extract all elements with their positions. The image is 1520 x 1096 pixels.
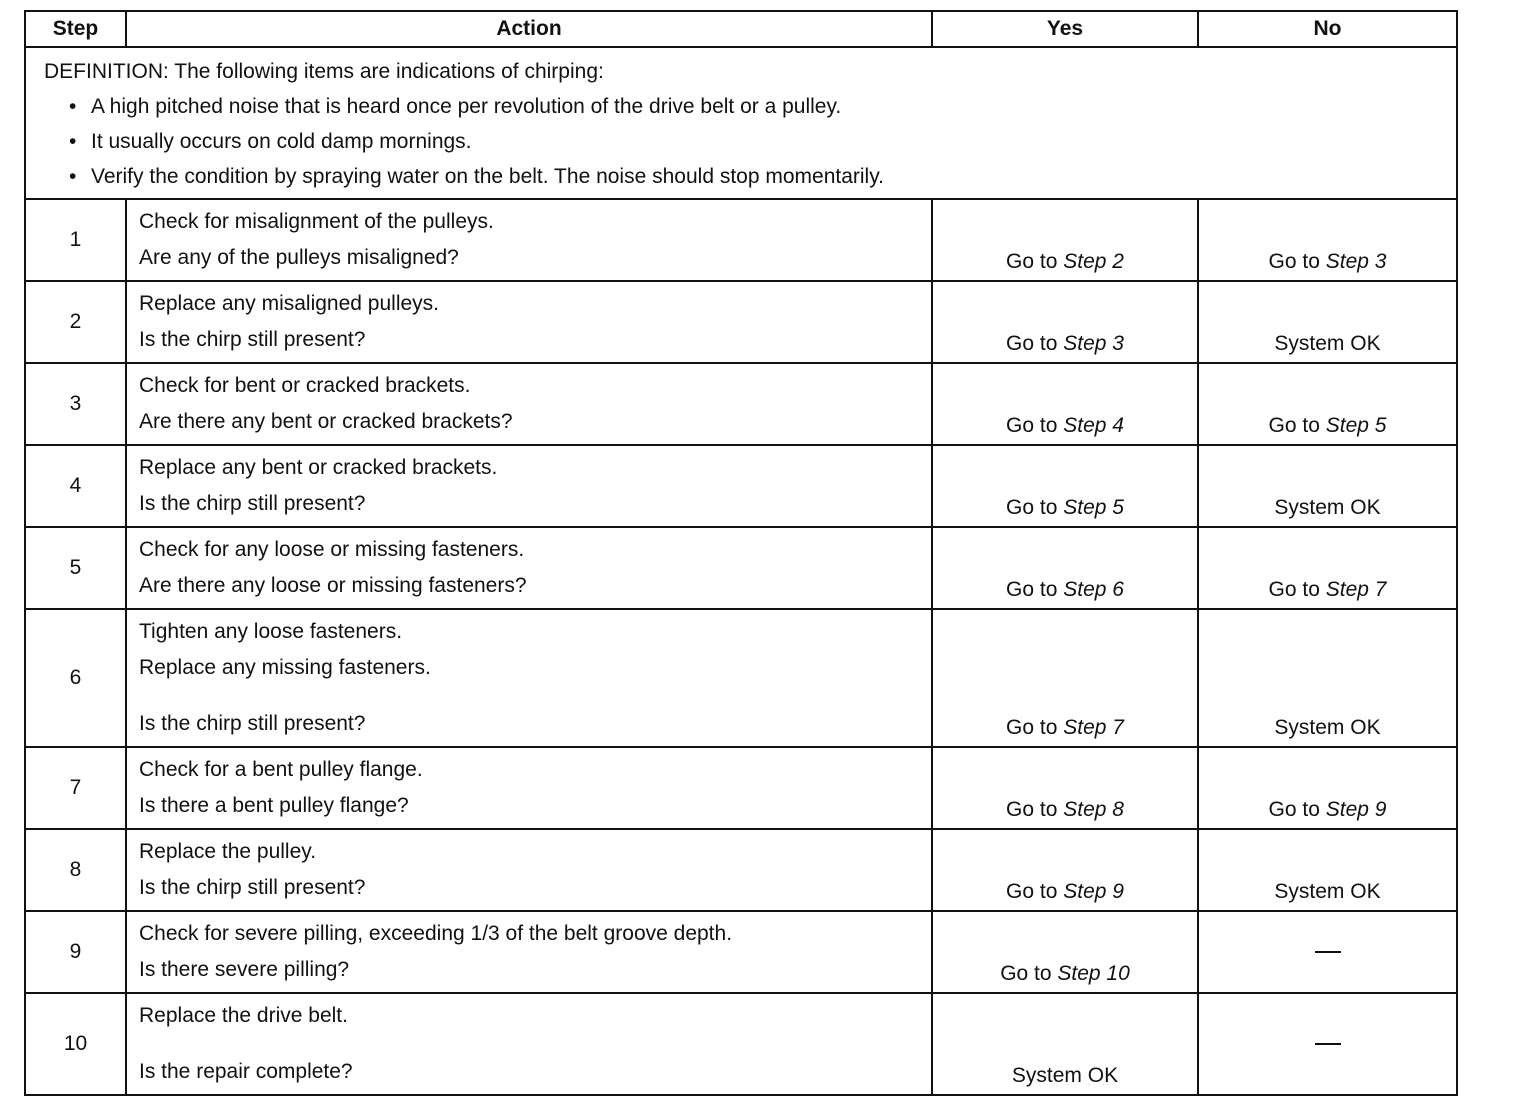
action-line: Is the repair complete? [139, 1060, 353, 1083]
step-number: 4 [25, 445, 126, 527]
no-result [1198, 609, 1457, 747]
no-result-text: Go to [1268, 798, 1326, 821]
no-result [1198, 993, 1457, 1095]
header-no: No [1198, 11, 1457, 47]
no-step-ref: Step 7 [1325, 578, 1387, 601]
header-step: Step [25, 11, 126, 47]
yes-result-text: Go to [1006, 578, 1064, 601]
no-step-ref: Step 3 [1325, 250, 1387, 273]
yes-result-text: System OK [1011, 1064, 1119, 1087]
action-line: Check for misalignment of the pulleys. [139, 210, 494, 233]
no-step-ref: Step 9 [1325, 798, 1387, 821]
no-result [1198, 445, 1457, 527]
action-line: Is there a bent pulley flange? [139, 794, 409, 817]
header-row [25, 11, 1457, 47]
action-line: Is the chirp still present? [139, 328, 366, 351]
definition-item: • It usually occurs on cold damp mornings. [44, 124, 1456, 159]
no-result [1198, 199, 1457, 281]
dash-mark [1315, 951, 1341, 953]
yes-result-text: Go to [1006, 716, 1064, 739]
yes-result [932, 281, 1198, 363]
no-result-text: Go to [1268, 414, 1326, 437]
yes-result [932, 199, 1198, 281]
yes-result [932, 747, 1198, 829]
action-cell [126, 281, 932, 363]
no-result-text: System OK [1274, 332, 1381, 355]
yes-step-ref: Step 6 [1063, 578, 1124, 601]
dash-mark [1315, 1043, 1341, 1045]
action-cell [126, 609, 932, 747]
no-result [1198, 829, 1457, 911]
table-row [25, 363, 1457, 445]
table-row [25, 993, 1457, 1095]
no-result-text: System OK [1274, 716, 1381, 739]
table-row [25, 747, 1457, 829]
no-result [1198, 527, 1457, 609]
action-cell [126, 911, 932, 993]
yes-result-text: Go to [1000, 962, 1058, 985]
action-cell [126, 747, 932, 829]
yes-result [932, 527, 1198, 609]
action-line: Replace the drive belt. [139, 1004, 348, 1027]
yes-step-ref: Step 2 [1063, 250, 1124, 273]
action-line: Check for bent or cracked brackets. [139, 374, 471, 397]
yes-result [932, 993, 1198, 1095]
action-cell [126, 993, 932, 1095]
no-result [1198, 747, 1457, 829]
action-cell [126, 199, 932, 281]
action-cell [126, 829, 932, 911]
no-step-ref: Step 5 [1325, 414, 1387, 437]
yes-step-ref: Step 4 [1063, 414, 1124, 437]
definition-cell [25, 47, 1457, 199]
action-line: Check for a bent pulley flange. [139, 758, 423, 781]
yes-result [932, 609, 1198, 747]
step-number: 7 [25, 747, 126, 829]
yes-step-ref: Step 8 [1063, 798, 1124, 821]
action-line: Is the chirp still present? [139, 492, 366, 515]
yes-step-ref: Step 9 [1063, 880, 1124, 903]
yes-step-ref: Step 5 [1063, 496, 1124, 519]
action-line: Are there any loose or missing fasteners? [139, 574, 527, 597]
no-result [1198, 911, 1457, 993]
action-cell [126, 445, 932, 527]
action-line: Check for severe pilling, exceeding 1/3 of the belt groove depth. [139, 922, 733, 945]
step-number: 3 [25, 363, 126, 445]
step-number: 9 [25, 911, 126, 993]
action-line: Is the chirp still present? [139, 712, 366, 735]
yes-result-text: Go to [1006, 496, 1064, 519]
yes-result [932, 445, 1198, 527]
table-row [25, 911, 1457, 993]
definition-item: • Verify the condition by spraying water on the belt. The noise should stop momentarily. [44, 159, 1456, 194]
diagnostic-table [24, 10, 1458, 1096]
step-number: 1 [25, 199, 126, 281]
no-result-text: Go to [1268, 578, 1326, 601]
no-result-text: Go to [1268, 250, 1326, 273]
table-row [25, 281, 1457, 363]
action-line: Tighten any loose fasteners. [139, 620, 403, 643]
action-spacer [139, 1034, 931, 1054]
yes-result-text: Go to [1006, 250, 1064, 273]
yes-result-text: Go to [1006, 414, 1064, 437]
definition-row [25, 47, 1457, 199]
table-row [25, 527, 1457, 609]
yes-step-ref: Step 10 [1057, 962, 1130, 985]
action-line: Replace any misaligned pulleys. [139, 292, 439, 315]
definition-title: DEFINITION: The following items are indications of chirping: [44, 60, 604, 83]
definition-list [44, 89, 1456, 194]
no-result [1198, 281, 1457, 363]
table-row [25, 445, 1457, 527]
action-line: Replace the pulley. [139, 840, 317, 863]
definition-item: • A high pitched noise that is heard once per revolution of the drive belt or a pulley. [44, 89, 1456, 124]
action-line: Check for any loose or missing fasteners. [139, 538, 525, 561]
step-number: 8 [25, 829, 126, 911]
action-cell [126, 527, 932, 609]
step-number: 5 [25, 527, 126, 609]
yes-result [932, 911, 1198, 993]
no-result-text: System OK [1274, 880, 1381, 903]
action-line: Are any of the pulleys misaligned? [139, 246, 459, 269]
no-result-text: System OK [1274, 496, 1381, 519]
action-line: Are there any bent or cracked brackets? [139, 410, 513, 433]
step-number: 10 [25, 993, 126, 1095]
yes-result-text: Go to [1006, 880, 1064, 903]
no-result [1198, 363, 1457, 445]
table-row [25, 199, 1457, 281]
yes-result-text: Go to [1006, 332, 1064, 355]
yes-result-text: Go to [1006, 798, 1064, 821]
step-number: 6 [25, 609, 126, 747]
action-line: Replace any bent or cracked brackets. [139, 456, 498, 479]
action-line: Replace any missing fasteners. [139, 656, 431, 679]
action-line: Is there severe pilling? [139, 958, 350, 981]
yes-step-ref: Step 7 [1063, 716, 1124, 739]
step-number: 2 [25, 281, 126, 363]
yes-step-ref: Step 3 [1063, 332, 1124, 355]
header-yes: Yes [932, 11, 1198, 47]
action-cell [126, 363, 932, 445]
yes-result [932, 363, 1198, 445]
header-action: Action [126, 11, 932, 47]
table-row [25, 829, 1457, 911]
yes-result [932, 829, 1198, 911]
action-spacer [139, 686, 931, 706]
action-line: Is the chirp still present? [139, 876, 366, 899]
table-row [25, 609, 1457, 747]
